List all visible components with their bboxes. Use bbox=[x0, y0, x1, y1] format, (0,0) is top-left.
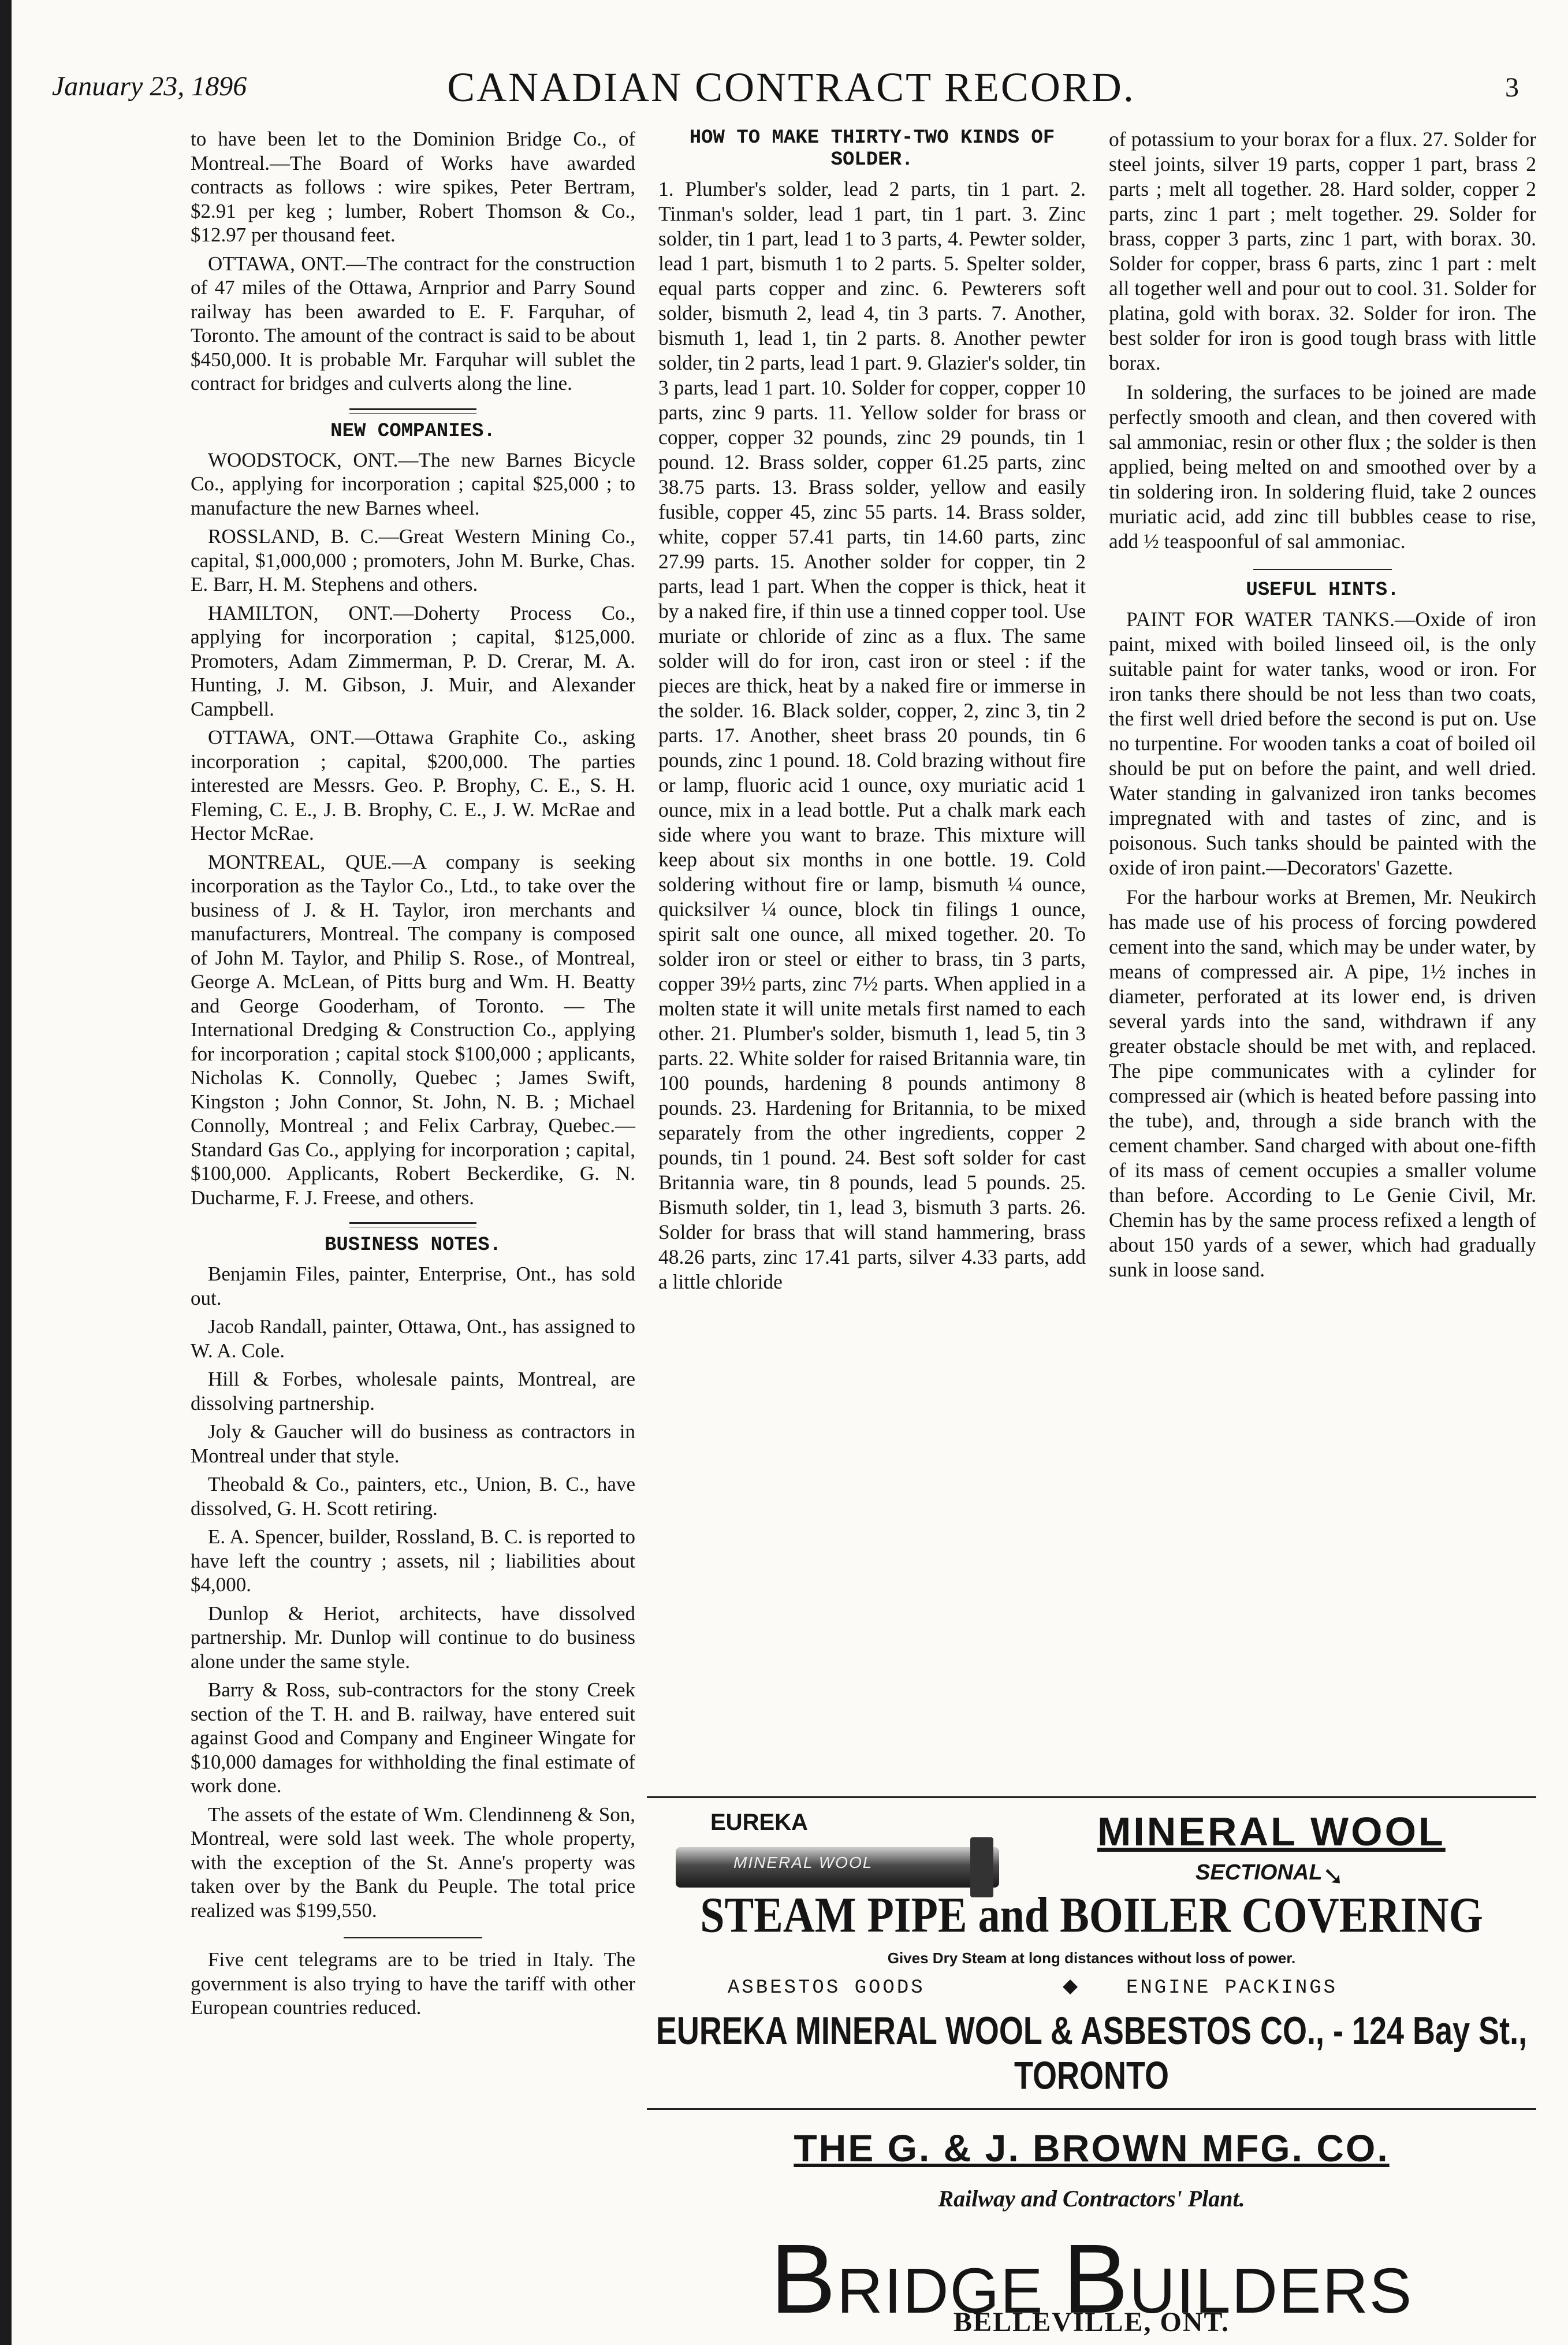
paint-hint-lead: PAINT FOR WATER TANKS. bbox=[1126, 608, 1395, 631]
page-edge-shadow bbox=[0, 0, 12, 2345]
column-right bbox=[1109, 127, 1536, 1287]
business-note: Hill & Forbes, wholesale paints, Montreal, are dissolving partnership. bbox=[191, 1368, 635, 1415]
column-left bbox=[191, 127, 635, 2024]
builders-word: UILDERS bbox=[1129, 2255, 1413, 2327]
solder-recipes-continued: of potassium to your borax for a flux. 27. Solder for steel joints, silver 19 parts, copper 1 part, brass 2 parts ; melt all together. 28. Hard solder, copper 2 parts, zinc 1 part ; melt together. 29. Solder for brass, copper 3 parts, zinc 1 part, with borax. 30. Solder for copper, brass 6 parts, zinc 1 part : melt all together well and pour out to cool. 31. Solder for platina, gold with borax. 32. Solder for iron. The best solder for iron is good tough brass with little borax. bbox=[1109, 128, 1536, 374]
mineral-wool-title: MINERAL WOOL bbox=[1097, 1809, 1446, 1854]
business-note: Dunlop & Heriot, architects, have dissolved partnership. Mr. Dunlop will continue to do business alone under the same style. bbox=[191, 1602, 635, 1673]
section-divider bbox=[349, 408, 476, 414]
business-note: Joly & Gaucher will do business as contractors in Montreal under that style. bbox=[191, 1420, 635, 1467]
business-note: Barry & Ross, sub-contractors for the stony Creek section of the T. H. and B. railway, have entered suit against Good and Company and Engineer Wingate for $10,000 damages for withholding the final estimate of work done. bbox=[191, 1678, 635, 1797]
brown-advertisement bbox=[647, 2108, 1536, 2341]
bremen-paragraph: For the harbour works at Bremen, Mr. Neukirch has made use of his process of forcing powdered cement into the sand, which may be under water, by means of compressed air. A pipe, 1½ inches in diameter, perforated at its lower end, is driven several yards into the sand, withdrawn if any greater obstacle should be met with, and replaced. The pipe communicates with a cylinder for compressed air (which is heated before passing into the tube), and, through a side branch with the cement chamber. Sand charged with about one-fifth of its mass of cement occupies a smaller volume than before. According to Le Genie Civil, Mr. Chemin has by the same process refixed a length of about 150 yards of a sewer, which had gradually sunk in loose sand. bbox=[1109, 885, 1536, 1281]
pipe-label: MINERAL WOOL bbox=[733, 1853, 873, 1871]
column-middle bbox=[658, 127, 1086, 1299]
soldering-paragraph: In soldering, the surfaces to be joined are made perfectly smooth and clean, and then covered with sal ammoniac, resin or other flux ; the solder is then applied, being melted on and smoothed over by a tin soldering iron. In soldering fluid, take 2 ounces muriatic acid, add zinc till bubbles cease to rise, add ½ teaspoonful of sal ammoniac. bbox=[1109, 381, 1536, 553]
bridge-initial: B bbox=[770, 2224, 837, 2334]
telegrams-note: Five cent telegrams are to be tried in Italy. The government is also trying to have the tariff with other European countries reduced. bbox=[191, 1948, 635, 2019]
masthead: CANADIAN CONTRACT RECORD. bbox=[447, 64, 1135, 110]
eureka-advertisement bbox=[647, 1796, 1536, 2104]
section-title-new-companies: NEW COMPANIES. bbox=[330, 420, 496, 442]
section-divider bbox=[1253, 569, 1392, 570]
arrow-icon: ➘ bbox=[1323, 1862, 1344, 1890]
section-title-business-notes: BUSINESS NOTES. bbox=[324, 1234, 502, 1256]
issue-date: January 23, 1896 bbox=[52, 71, 247, 102]
builders-initial: B bbox=[1063, 2224, 1130, 2334]
engine-packings-label: ENGINE PACKINGS bbox=[1126, 1977, 1338, 1999]
company-entry: OTTAWA, ONT.—Ottawa Graphite Co., asking incorporation ; capital, $200,000. The parties interested are Messrs. Geo. P. Brophy, C. E., S. H. Fleming, C. E., J. B. Brophy, C. E., J. W. McRae and Hector McRae. bbox=[191, 726, 635, 844]
contract-paragraph: to have been let to the Dominion Bridge Co., of Montreal.—The Board of Works have awarded contracts as follows : wire spikes, Peter Bertram, $2.91 per keg ; lumber, Robert Thomson & Co., $12.97 per thousand feet. bbox=[191, 128, 635, 246]
business-note: Jacob Randall, painter, Ottawa, Ont., has assigned to W. A. Cole. bbox=[191, 1315, 635, 1362]
company-entry: WOODSTOCK, ONT.—The new Barnes Bicycle Co., applying for incorporation ; capital $25,000 ; to manufacture the new Barnes wheel. bbox=[191, 448, 635, 519]
section-title-useful-hints: USEFUL HINTS. bbox=[1246, 579, 1399, 601]
section-title-solder: HOW TO MAKE THIRTY-TWO KINDS OF SOLDER. bbox=[689, 127, 1055, 171]
business-note: E. A. Spencer, builder, Rossland, B. C. is reported to have left the country ; assets, nil ; liabilities about $4,000. bbox=[191, 1525, 635, 1596]
contract-paragraph: OTTAWA, ONT.—The contract for the construction of 47 miles of the Ottawa, Arnprior and Parry Sound railway has been awarded to E. F. Farquhar, of Toronto. The amount of the contract is said to be about $450,000. It is probable Mr. Farquhar will sublet the contract for bridges and culverts along the line. bbox=[191, 252, 635, 394]
business-note: Benjamin Files, painter, Enterprise, Ont., has sold out. bbox=[191, 1263, 635, 1309]
company-entry: HAMILTON, ONT.—Doherty Process Co., applying for incorporation ; capital, $125,000. Promoters, Adam Zimmerman, P. D. Crerar, M. A. Hunting, J. M. Gibson, J. Muir, and Alexander Campbell. bbox=[191, 601, 635, 720]
paint-hint bbox=[1109, 607, 1536, 880]
brown-company-title: THE G. & J. BROWN MFG. CO. bbox=[794, 2127, 1390, 2169]
steam-pipe-headline: STEAM PIPE and BOILER COVERING bbox=[700, 1887, 1483, 1944]
business-note: Theobald & Co., painters, etc., Union, B. C., have dissolved, G. H. Scott retiring. bbox=[191, 1473, 635, 1520]
company-entry: MONTREAL, QUE.—A company is seeking incorporation as the Taylor Co., Ltd., to take over the business of J. & H. Taylor, iron merchants and manufacturers, Montreal. The company is composed of John M. Taylor, and Philip S. Rose., of Montreal, George A. McLean, of Pitts burg and Wm. H. Beatty and George Gooderham, of Toronto. — The International Dredging & Construction Co., applying for incorporation ; capital stock $100,000 ; applicants, Nicholas K. Connolly, Quebec ; James Swift, Kingston ; John Connor, St. John, N. B. ; Michael Connolly, Montreal ; and Felix Carbray, Quebec.—Standard Gas Co., applying for incorporation ; capital, $100,000. Applicants, Robert Beckerdike, G. N. Ducharme, F. J. Freese, and others. bbox=[191, 850, 635, 1209]
page-number: 3 bbox=[1505, 72, 1519, 103]
sectional-label: SECTIONAL bbox=[1195, 1860, 1323, 1885]
dry-steam-subline: Gives Dry Steam at long distances without loss of power. bbox=[887, 1949, 1296, 1967]
brown-subtitle: Railway and Contractors' Plant. bbox=[938, 2186, 1245, 2212]
diamond-ornament-icon: ◆ bbox=[1063, 1975, 1078, 1997]
company-entry: ROSSLAND, B. C.—Great Western Mining Co., capital, $1,000,000 ; promoters, John M. Burke, Chas. E. Barr, H. M. Stephens and others. bbox=[191, 525, 635, 595]
eureka-tag: EUREKA bbox=[710, 1810, 808, 1835]
eureka-address: EUREKA MINERAL WOOL & ASBESTOS CO., - 124 Bay St., TORONTO bbox=[655, 2009, 1528, 2098]
solder-recipes: 1. Plumber's solder, lead 2 parts, tin 1 part. 2. Tinman's solder, lead 1 part, tin 1 part. 3. Zinc solder, tin 1 part, lead 1 to 3 parts, 4. Pewter solder, lead 1 part, bismuth 1 to 2 parts. 5. Spelter solder, equal parts copper and zinc. 6. Pewterers soft solder, bismuth 2, lead 4, tin 3 parts. 7. Another, bismuth 1, lead 1, tin 2 parts. 8. Another pewter solder, tin 2 parts, lead 1 part. 9. Glazier's solder, tin 3 parts, lead 1 part. 10. Solder for copper, copper 10 parts, zinc 9 parts. 11. Yellow solder for brass or copper, copper 32 pounds, zinc 29 pounds, tin 1 pound. 12. Brass solder, copper 61.25 parts, zinc 38.75 parts. 13. Brass solder, yellow and easily fusible, copper 45, zinc 55 parts. 14. Brass solder, white, copper 57.41 parts, tin 14.60 parts, zinc 27.99 parts. 15. Another solder for copper, tin 2 parts, lead 1 part. When the copper is thick, heat it by a naked fire, if thin use a tinned copper tool. Use muriate or chloride of zinc as a flux. The same solder will do for iron, cast iron or steel : if the pieces are thick, heat by a naked fire or immerse in the solder. 16. Black solder, copper, 2, zinc 3, tin 2 parts. 17. Another, sheet brass 20 pounds, tin 6 pounds, zinc 1 pound. 18. Cold brazing without fire or lamp, fluoric acid 1 ounce, oxy muriatic acid 1 ounce, mix in a lead bottle. Put a chalk mark each side where you want to braze. This mixture will keep about six months in one bottle. 19. Cold soldering without fire or lamp, bismuth ¼ ounce, quicksilver ¼ ounce, block tin filings 1 ounce, spirit salt one ounce, all mixed together. 20. To solder iron or steel or either to brass, tin 3 parts, copper 39½ parts, zinc 7½ parts. When applied in a molten state it will unite metals first named to each other. 21. Plumber's solder, bismuth 1, lead 5, tin 3 parts. 22. White solder for raised Britannia ware, tin 100 pounds, hardening 8 pounds antimony 8 pounds. 23. Hardening for Britannia, to be mixed separately from the other ingredients, copper 2 pounds, tin 1 pound. 24. Best soft solder for cast Britannia ware, tin 8 pounds, lead 5 pounds. 25. Bismuth solder, tin 1, lead 3, bismuth 3 parts. 26. Solder for brass that will stand hammering, brass 48.26 parts, zinc 17.41 parts, silver 4.33 parts, add a little chloride bbox=[658, 177, 1086, 1293]
bridge-word: RIDGE bbox=[837, 2255, 1063, 2327]
brown-location: BELLEVILLE, ONT. bbox=[954, 2307, 1230, 2337]
section-divider bbox=[344, 1937, 482, 1938]
page-header bbox=[52, 46, 1530, 127]
section-divider bbox=[349, 1222, 476, 1227]
business-note: The assets of the estate of Wm. Clendinneng & Son, Montreal, were sold last week. The whole property, with the exception of the St. Anne's property was taken over by the Bank du Peuple. The total price realized was $199,550. bbox=[191, 1803, 635, 1922]
paint-hint-body: —Oxide of iron paint, mixed with boiled linseed oil, is the only suitable paint for water tanks, wood or iron. For iron tanks there should be not less than two coats, the first well dried before the second is put on. Use no turpentine. For wooden tanks a coat of boiled oil should be put on before the paint, and well dried. Water standing in galvanized iron tanks becomes impregnated with and tastes of zinc, and is poisonous. Such tanks should be painted with the oxide of iron paint.—Decorators' Gazette. bbox=[1109, 608, 1537, 879]
asbestos-goods-label: ASBESTOS GOODS bbox=[728, 1977, 925, 1999]
